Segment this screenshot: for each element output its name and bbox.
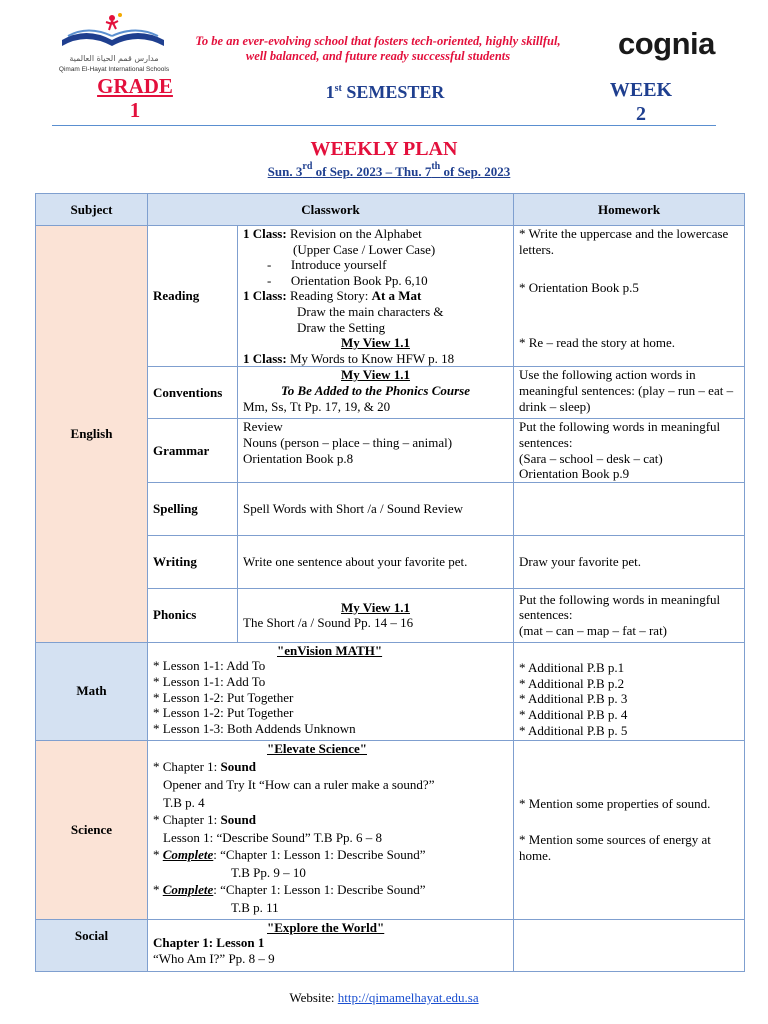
semester-label	[280, 82, 490, 103]
hw-line: * Additional P.B p. 3	[519, 691, 628, 707]
school-logo	[58, 10, 170, 72]
reading-homework	[514, 226, 745, 367]
hw-line: * Write the uppercase and the lowercase letters.	[519, 226, 729, 257]
hw-line: * Additional P.B p.2	[519, 675, 625, 691]
spelling-classwork: Spell Words with Short /a / Sound Review	[238, 482, 514, 535]
cw-line: T.B p. 11	[231, 900, 279, 916]
conventions-homework: Use the following action words in meaningful sentences: (play – run – eat – drink – sleep)	[514, 367, 745, 419]
cw-line: * Chapter 1: Sound	[153, 812, 256, 828]
cw-line: 1 Class: My Words to Know HFW p. 18	[243, 350, 455, 366]
cw-line: Chapter 1: Lesson 1	[153, 935, 265, 951]
cw-line: * Lesson 1-2: Put Together	[153, 689, 294, 705]
semester-text: SEMESTER	[346, 82, 445, 102]
cw-line: My View 1.1	[341, 335, 410, 351]
hw-line: Put the following words in meaningful sentences:	[519, 591, 721, 623]
subsubject-phonics: Phonics	[148, 588, 238, 642]
header-divider	[52, 125, 716, 126]
grade-block	[90, 74, 180, 122]
math-classwork	[148, 642, 514, 740]
writing-classwork: Write one sentence about your favorite pet.	[238, 535, 514, 588]
cw-line: Review	[243, 419, 283, 435]
table-row	[36, 740, 745, 919]
cw-title: "enVision MATH"	[277, 642, 383, 658]
semester-ordinal: st	[334, 83, 342, 94]
cw-title: "Elevate Science"	[267, 740, 367, 756]
writing-homework: Draw your favorite pet.	[514, 535, 745, 588]
date-part-3: of Sep. 2023	[440, 164, 511, 179]
cw-title: "Explore the World"	[267, 919, 385, 935]
cw-line: - Introduce yourself	[267, 257, 387, 273]
hw-line: * Additional P.B p.1	[519, 660, 625, 676]
motto-line-2: well balanced, and future ready successful students	[245, 49, 511, 63]
subject-english: English	[36, 226, 148, 643]
hw-line: Put the following words in meaningful sentences:	[519, 419, 721, 450]
science-classwork	[148, 740, 514, 919]
cw-line: My View 1.1	[341, 367, 410, 383]
cw-line: The Short /a / Sound Pp. 14 – 16	[243, 615, 414, 631]
cw-line: * Chapter 1: Sound	[153, 759, 256, 775]
hw-line: * Additional P.B p. 4	[519, 707, 628, 723]
grade-label: GRADE	[97, 74, 173, 98]
subsubject-spelling: Spelling	[148, 482, 238, 535]
cw-line: * Lesson 1-3: Both Addends Unknown	[153, 720, 356, 736]
footer	[0, 990, 768, 1006]
weekly-plan-table	[35, 193, 745, 972]
page-title: WEEKLY PLAN	[310, 138, 458, 160]
logo-english-text: Qimam El-Hayat International Schools	[58, 66, 170, 73]
hw-line: * Mention some sources of energy at home.	[519, 831, 711, 863]
hw-line: Orientation Book p.9	[519, 466, 630, 482]
social-homework	[514, 919, 745, 971]
subsubject-writing: Writing	[148, 535, 238, 588]
header-homework: Homework	[514, 194, 745, 226]
cw-line: * Complete: “Chapter 1: Lesson 1: Describe Sound”	[153, 882, 426, 898]
cw-line: * Lesson 1-2: Put Together	[153, 705, 294, 721]
subsubject-conventions: Conventions	[148, 367, 238, 419]
cw-line: - Orientation Book Pp. 6,10	[267, 272, 428, 288]
hw-line: (mat – can – map – fat – rat)	[519, 623, 668, 639]
math-homework	[514, 642, 745, 740]
date-part-2: of Sep. 2023 – Thu. 7	[312, 164, 432, 179]
table-row	[36, 919, 745, 971]
cw-line: “Who Am I?” Pp. 8 – 9	[153, 950, 275, 966]
subsubject-reading: Reading	[148, 226, 238, 367]
semester-number: 1	[325, 82, 335, 102]
date-sup-1: rd	[302, 161, 313, 172]
header-classwork: Classwork	[148, 194, 514, 226]
phonics-homework	[514, 588, 745, 642]
subject-science: Science	[36, 740, 148, 919]
cognia-logo: cognia	[618, 26, 715, 61]
hw-line: * Re – read the story at home.	[519, 334, 675, 350]
grade-value: 1	[129, 98, 141, 122]
social-classwork	[148, 919, 514, 971]
cw-line: Opener and Try It “How can a ruler make a sound?”	[163, 776, 435, 792]
week-value: 2	[636, 103, 646, 125]
book-logo-icon	[58, 10, 170, 54]
cw-line: (Upper Case / Lower Case)	[293, 241, 436, 257]
website-label: Website:	[289, 990, 338, 1005]
table-row	[36, 642, 745, 740]
cw-line: Orientation Book p.8	[243, 450, 354, 466]
cw-line: My View 1.1	[341, 599, 410, 615]
cw-line: * Complete: “Chapter 1: Lesson 1: Describe Sound”	[153, 847, 426, 863]
hw-line: (Sara – school – desk – cat)	[519, 450, 663, 466]
cw-line: Draw the main characters &	[297, 303, 444, 319]
cw-line: 1 Class: Revision on the Alphabet	[243, 226, 422, 241]
phonics-classwork	[238, 588, 514, 642]
subject-social: Social	[36, 919, 148, 971]
cw-line: To Be Added to the Phonics Course	[281, 382, 471, 398]
logo-arabic-text: مدارس قمم الحياة العالمية	[69, 54, 159, 63]
conventions-classwork	[238, 367, 514, 419]
cw-line: * Lesson 1-1: Add To	[153, 673, 266, 689]
school-motto	[158, 34, 598, 64]
header-subject: Subject	[36, 194, 148, 226]
hw-line: * Orientation Book p.5	[519, 280, 639, 296]
cw-line: * Lesson 1-1: Add To	[153, 658, 266, 674]
spelling-homework	[514, 482, 745, 535]
hw-line: * Mention some properties of sound.	[519, 796, 711, 812]
grammar-homework	[514, 419, 745, 482]
table-header-row	[36, 194, 745, 226]
subject-math: Math	[36, 642, 148, 740]
cw-line: Nouns (person – place – thing – animal)	[243, 434, 453, 450]
cw-line: 1 Class: Reading Story: At a Mat	[243, 288, 422, 304]
date-sup-2: th	[431, 161, 441, 172]
cw-line: Draw the Setting	[297, 319, 386, 335]
hw-line: * Additional P.B p. 5	[519, 722, 628, 738]
website-link[interactable]: http://qimamelhayat.edu.sa	[337, 990, 479, 1005]
cw-line: Lesson 1: “Describe Sound” T.B Pp. 6 – 8	[163, 829, 383, 845]
table-row	[36, 226, 745, 367]
cw-line: T.B p. 4	[163, 794, 205, 810]
week-label: WEEK	[609, 79, 673, 101]
date-range	[0, 161, 768, 180]
subsubject-grammar: Grammar	[148, 419, 238, 482]
week-block	[596, 78, 686, 126]
grammar-classwork	[238, 419, 514, 482]
cw-line: Mm, Ss, Tt Pp. 17, 19, & 20	[243, 398, 391, 414]
motto-line-1: To be an ever-evolving school that fosters tech-oriented, highly skillful,	[195, 34, 561, 48]
date-part-1: Sun. 3	[267, 164, 303, 179]
cw-line: T.B Pp. 9 – 10	[231, 864, 306, 880]
reading-classwork	[238, 226, 514, 367]
science-homework	[514, 740, 745, 919]
